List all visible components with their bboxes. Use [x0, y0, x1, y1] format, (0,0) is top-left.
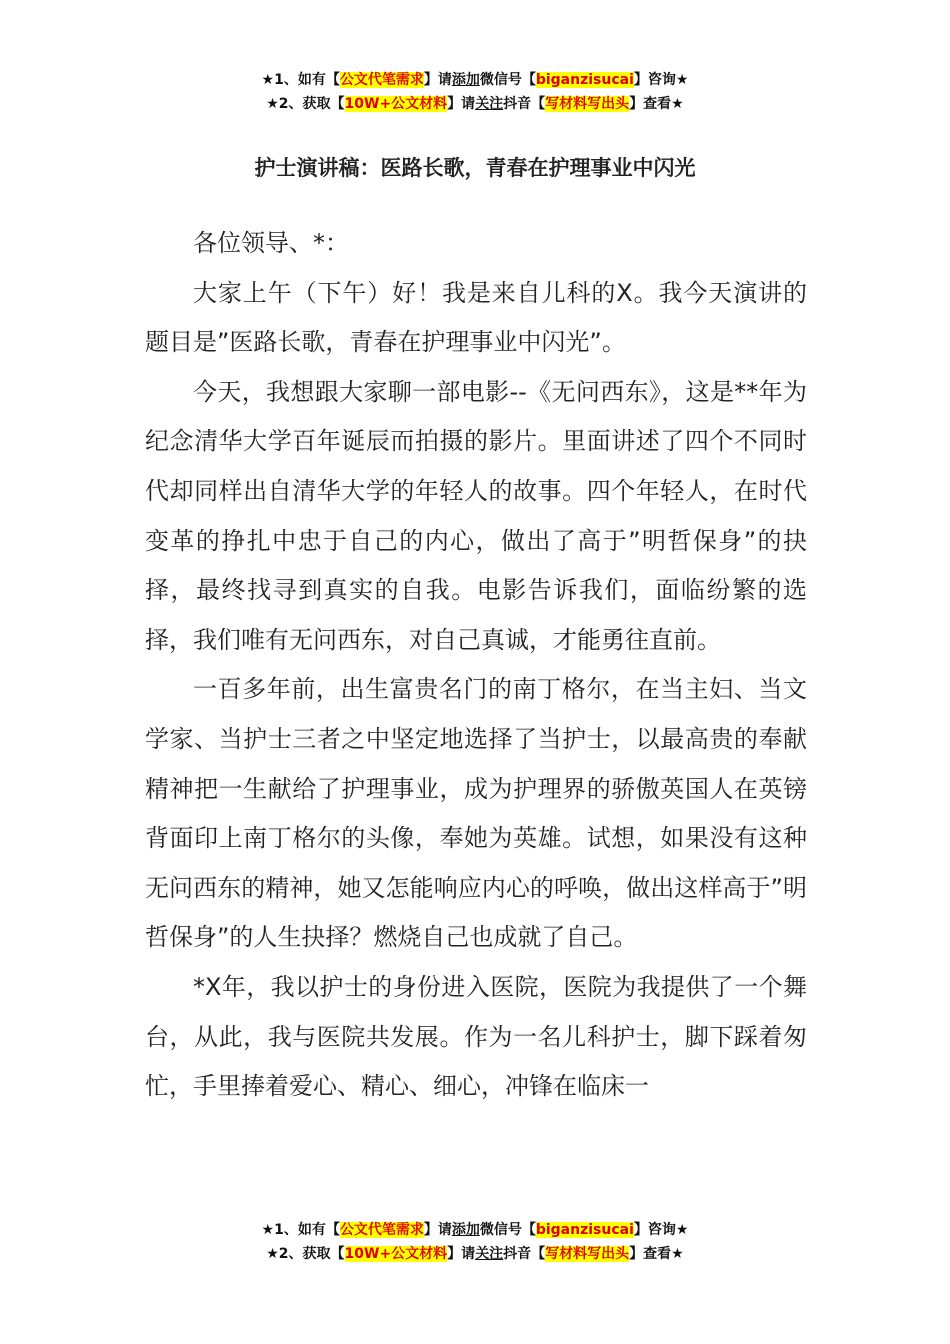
- paragraph-salutation: 各位领导、*：: [193, 229, 349, 257]
- promo-line-1: ★1、如有【公文代笔需求】请添加微信号【biganzisucai】咨询★: [261, 1222, 689, 1238]
- document-title: 护士演讲稿：医路长歌，青春在护理事业中闪光: [254, 156, 696, 180]
- paragraph: *X年，我以护士的身份进入医院，医院为我提供了一个舞台，从此，我与医院共发展。作为一名儿科护士，脚下踩着匆忙，手里捧着爱心、精心、细心，冲锋在临床一: [145, 972, 807, 1101]
- promo-douyin-account: 写材料写出头: [545, 96, 630, 112]
- promo-highlight: 公文代笔需求: [339, 1222, 424, 1238]
- promo-highlight: 10W+公文材料: [344, 96, 448, 112]
- header-promo: [0, 68, 950, 116]
- promo-douyin-account: 写材料写出头: [545, 1246, 630, 1262]
- promo-wechat-id: biganzisucai: [535, 72, 634, 88]
- promo-highlight: 公文代笔需求: [339, 72, 424, 88]
- paragraph: 今天，我想跟大家聊一部电影--《无问西东》，这是**年为纪念清华大学百年诞辰而拍摄的影片。里面讲述了四个不同时代却同样出自清华大学的年轻人的故事。四个年轻人，在时代变革的挣扎中忠于自己的内心，做出了高于”明哲保身”的抉择，最终找寻到真实的自我。电影告诉我们，面临纷繁的选择，我们唯有无问西东，对自己真诚，才能勇往直前。: [145, 377, 807, 654]
- promo-highlight: 10W+公文材料: [344, 1246, 448, 1262]
- promo-line-2: ★2、获取【10W+公文材料】请关注抖音【写材料写出头】查看★: [266, 96, 684, 112]
- promo-line-1: ★1、如有【公文代笔需求】请添加微信号【biganzisucai】咨询★: [261, 72, 689, 88]
- document-body: [145, 219, 807, 1112]
- promo-line-2: ★2、获取【10W+公文材料】请关注抖音【写材料写出头】查看★: [266, 1246, 684, 1262]
- paragraph: 大家上午（下午）好！我是来自儿科的X。我今天演讲的题目是”医路长歌，青春在护理事业中闪光”。: [145, 278, 807, 357]
- footer-promo: [0, 1218, 950, 1266]
- promo-wechat-id: biganzisucai: [535, 1222, 634, 1238]
- paragraph: 一百多年前，出生富贵名门的南丁格尔，在当主妇、当文学家、当护士三者之中坚定地选择了当护士，以最高贵的奉献精神把一生献给了护理事业，成为护理界的骄傲英国人在英镑背面印上南丁格尔的头像，奉她为英雄。试想，如果没有这种无问西东的精神，她又怎能响应内心的呼唤，做出这样高于”明哲保身”的人生抉择？燃烧自己也成就了自己。: [145, 675, 807, 952]
